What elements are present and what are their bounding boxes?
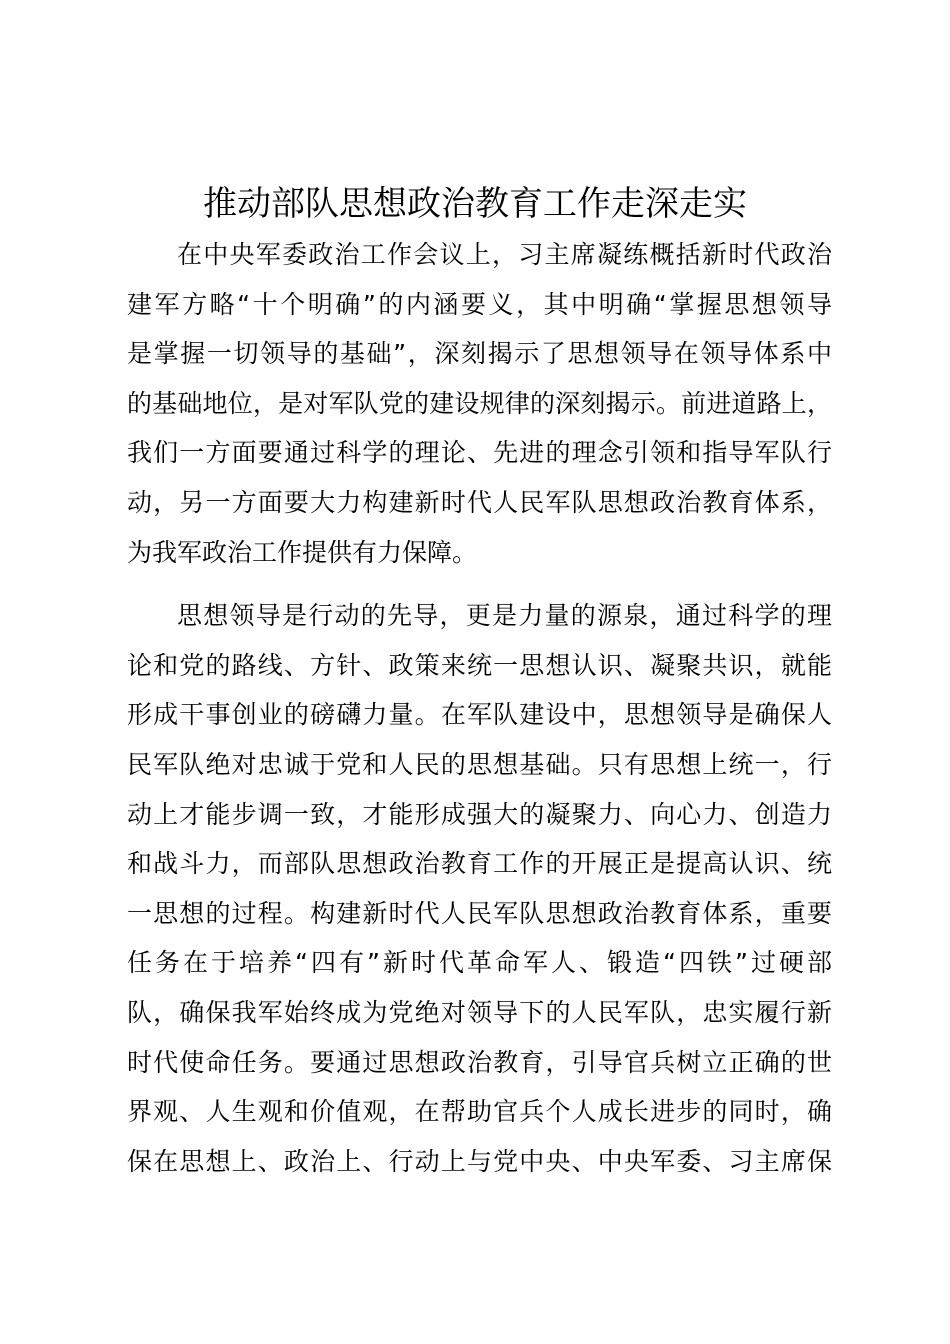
text-line: 建军方略“十个明确”的内涵要义，其中明确“掌握思想领导 — [127, 289, 832, 319]
text-line: 是掌握一切领导的基础”，深刻揭示了思想领导在领导体系中 — [127, 339, 832, 369]
text-line: 民军队绝对忠诚于党和人民的思想基础。只有思想上统一，行 — [127, 749, 832, 779]
text-line: 动，另一方面要大力构建新时代人民军队思想政治教育体系， — [127, 487, 832, 517]
text-line: 保在思想上、政治上、行动上与党中央、中央军委、习主席保 — [127, 1146, 832, 1176]
text-line: 思想领导是行动的先导，更是力量的源泉，通过科学的理 — [177, 601, 832, 631]
text-line: 为我军政治工作提供有力保障。 — [127, 537, 478, 567]
text-line: 界观、人生观和价值观，在帮助官兵个人成长进步的同时，确 — [127, 1097, 832, 1127]
text-line: 时代使命任务。要通过思想政治教育，引导官兵树立正确的世 — [127, 1047, 832, 1077]
text-line: 一思想的过程。构建新时代人民军队思想政治教育体系，重要 — [127, 898, 832, 928]
text-line: 任务在于培养“四有”新时代革命军人、锻造“四铁”过硬部 — [127, 948, 832, 978]
paragraph-1 — [127, 230, 832, 577]
text-line: 的基础地位，是对军队党的建设规律的深刻揭示。前进道路上， — [127, 388, 832, 418]
text-line: 形成干事创业的磅礴力量。在军队建设中，思想领导是确保人 — [127, 700, 832, 730]
text-line: 队，确保我军始终成为党绝对领导下的人民军队，忠实履行新 — [127, 997, 832, 1027]
text-line: 动上才能步调一致，才能形成强大的凝聚力、向心力、创造力 — [127, 799, 832, 829]
document-body — [127, 230, 832, 1186]
text-line: 我们一方面要通过科学的理论、先进的理念引领和指导军队行 — [127, 438, 832, 468]
text-line: 在中央军委政治工作会议上，习主席凝练概括新时代政治 — [177, 240, 832, 269]
text-line: 论和党的路线、方针、政策来统一思想认识、凝聚共识，就能 — [127, 650, 832, 680]
text-line: 和战斗力，而部队思想政治教育工作的开展正是提高认识、统 — [127, 849, 832, 879]
paragraph-2 — [127, 591, 832, 1186]
document-title: 推动部队思想政治教育工作走深走实 — [203, 184, 747, 224]
